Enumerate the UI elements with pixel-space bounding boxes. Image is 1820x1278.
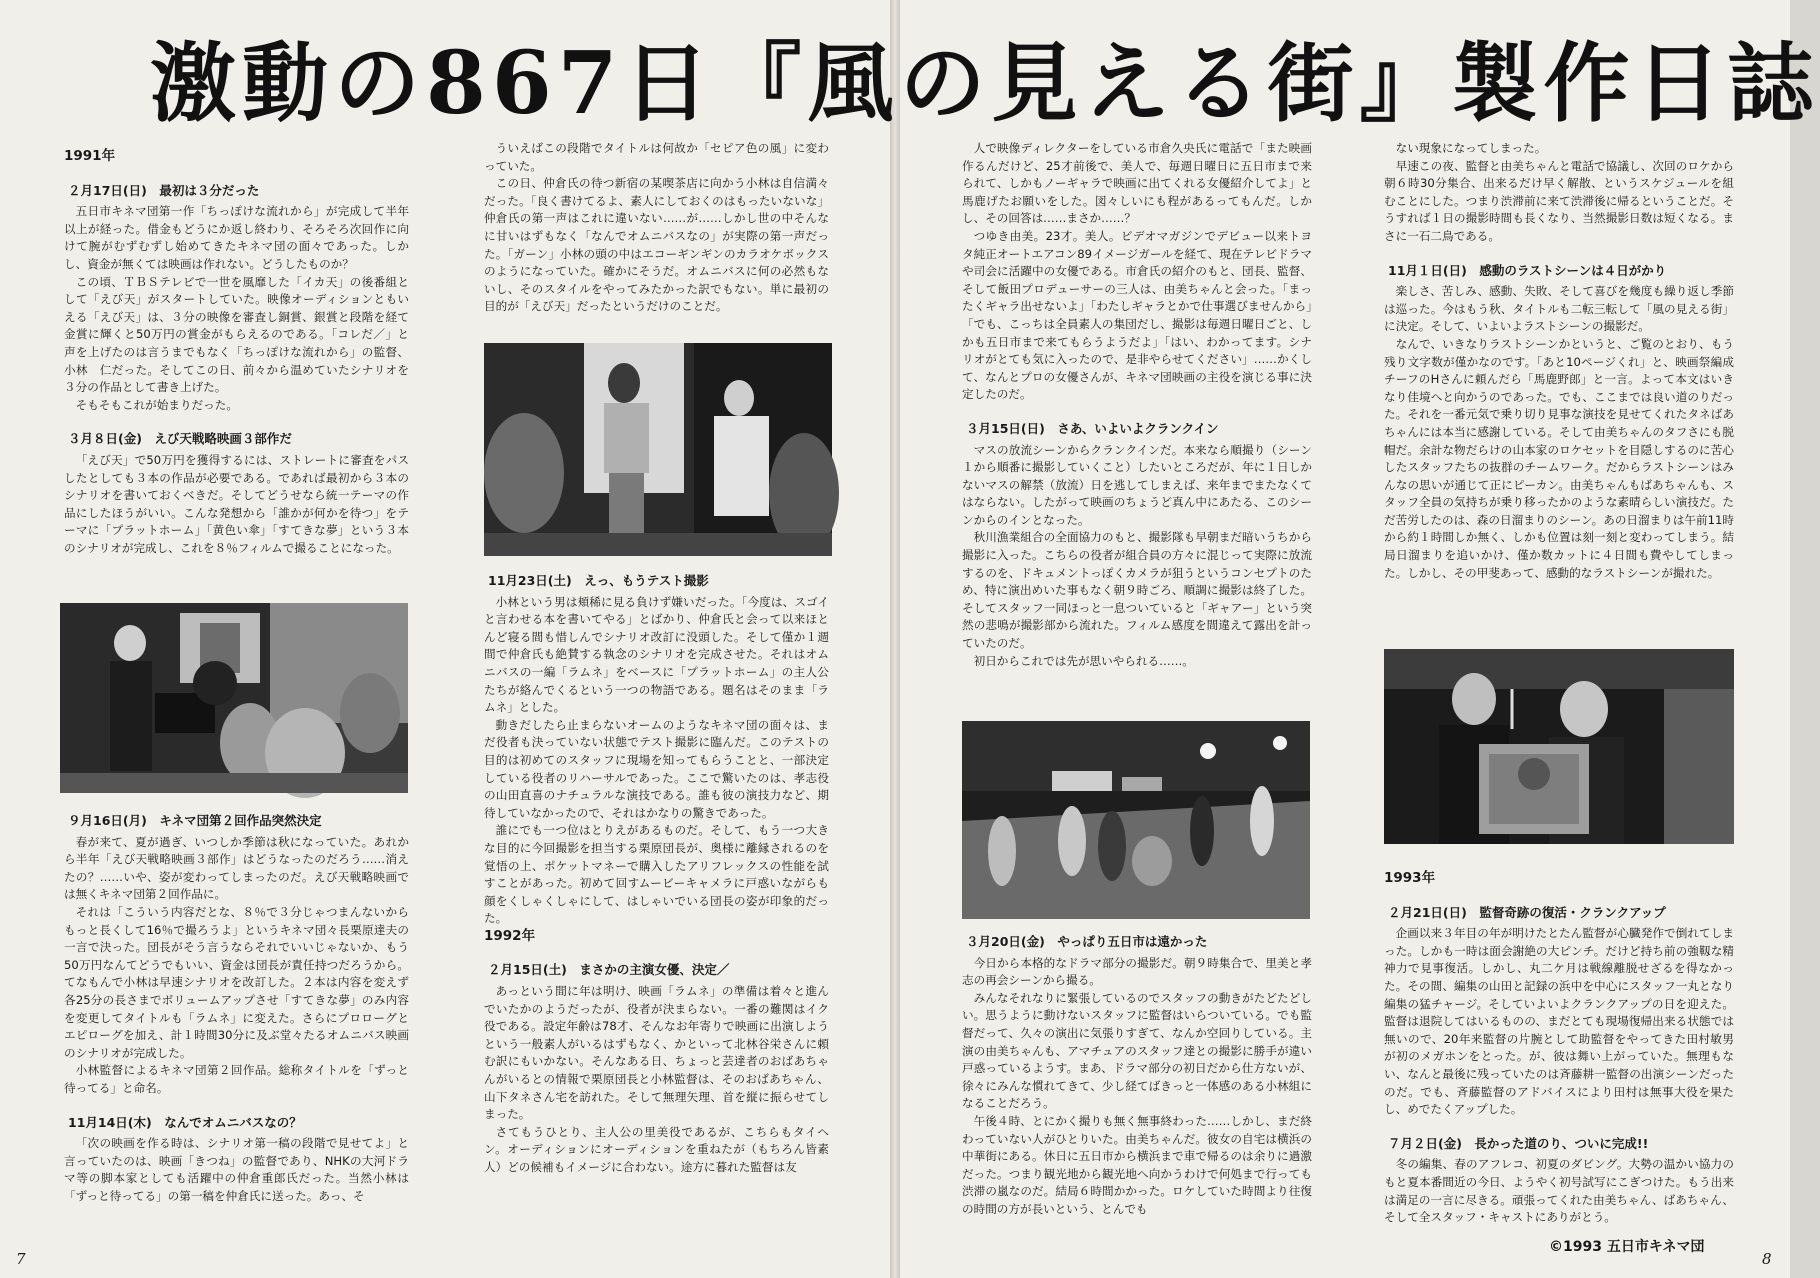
paragraph: 「えび天」で50万円を獲得するには、ストレートに審査をパスしたとしても３本の作品が必要である。であれば最初から３本のシナリオを書いておくべきだ。そしてどうせなら統一テーマの作品にしたほうがいい。こんな発想から「誰かが何かを待つ」をテーマに「プラットホーム」「黄色い傘」「すてきな夢」という３本のシナリオが完成し、これを８％フィルムで撮ることになった。 — [64, 452, 409, 555]
text-column-7 — [1384, 140, 1734, 638]
paragraph: マスの放流シーンからクランクインだ。本来なら順撮り（シーン１から順番に撮影していくこと）したいところだが、年に１日しかないマスの解禁（放流）日を逃してしまえば、来年までまたなくてはならない。したがって映画のちょうど真ん中にあたる、このシーンからのインとなった。 — [962, 442, 1312, 527]
entry-heading: ３月15日(日) さあ、いよいよクランクイン — [966, 420, 1219, 436]
paragraph: 五日市キネマ団第一作「ちっぽけな流れから」が完成して半年以上が経った。借金もどうにか返し終わり、そろそろ次回作に向けて腕がむずむずし始めてきたキネマ団の面々であった。しかし、資金が無くては映画は作れない。どうしたものか？ — [64, 204, 409, 271]
year-heading: 1993年 — [1384, 870, 1436, 886]
text-column-2 — [64, 812, 409, 1232]
paragraph: みんなそれなりに緊張しているのでスタッフの動きがたどたどしい。思うように動けないスタッフに監督はいらついている。でも監督だって、久々の演出に気張りすぎて、なんか空回りしている。主演の由美ちゃんも、アマチュアのスタッフ達との撮影に勝手が違い戸惑っているようす。まあ、ドラマ部分の初日だから仕方ないが、徐々にみんな慣れてきて、少し経てばきっと一体感のある小林組になることだろう。 — [962, 990, 1312, 1111]
photo-recording-session — [1384, 649, 1734, 844]
paragraph: 冬の編集、春のアフレコ、初夏のダビング。大勢の温かい協力のもと夏本番間近の今日、ようやく初号試写にこぎつけた。もう出来は満足の一言に尽きる。頑張ってくれた由美ちゃん、ばあちゃん、そして全スタッフ・キャストにありがとう。 — [1384, 1157, 1734, 1225]
page-number-left: 7 — [16, 1250, 26, 1268]
entry-heading: ９月16日(月) キネマ団第２回作品突然決定 — [68, 813, 322, 828]
entry-heading: ２月17日(日) 最初は３分だった — [68, 182, 260, 198]
entry-heading: ３月８日(金) えび天戦略映画３部作だ — [68, 431, 292, 447]
text-column-3 — [484, 140, 829, 332]
paragraph: 早速この夜、監督と由美ちゃんと電話で協議し、次回のロケから朝６時30分集合、出来るだけ早く解散、というスケジュールを組むことにした。つまり渋滞前に来て渋滞後に帰るということだ。そうすれば１日の撮影時間も長くなり、当然撮影日数は短くなる。まさに一石二鳥である。 — [1384, 158, 1734, 243]
paragraph: 午後４時、とにかく撮りも無く無事終わった……しかし、まだ終わっていない人がひとりいた。由美ちゃんだ。彼女の自宅は横浜の中華街にある。休日に五日市から横浜まで車で帰るのは余りに過激だった。つまり観光地から観光地へ向かうわけで何処まで行っても渋滞の嵐なのだ。結局６時間かかった。ロケしていた時間より往復の時間の方が長いという、とんでも — [962, 1113, 1312, 1216]
photo-night-shoot-hillside — [962, 721, 1310, 919]
page-number-right: 8 — [1762, 1250, 1772, 1268]
entry-heading: ２月15日(土) まさかの主演女優、決定／ — [488, 962, 730, 978]
entry-heading: ７月２日(金) 長かった道のり、ついに完成!! — [1388, 1135, 1649, 1151]
year-heading: 1991年 — [64, 148, 116, 164]
paragraph: 「次の映画を作る時は、シナリオ第一稿の段階で見せてよ」と言っていたのは、映画「きつね」の監督であり、NHKの大河ドラマ等の脚本家としても活躍中の仲倉重郎氏だった。当然小林は「ずっと待ってる」の第一稿を仲倉氏に送った。あっ、そ — [64, 1136, 409, 1203]
paragraph: この頃、ＴＢＳテレビで一世を風靡した「イカ天」の後番組として「えび天」がスタートしていた。映像オーディションともいえる「えび天」は、３分の映像を審査し銅賞、銀賞と段階を経て金賞に輝くと50万円の賞金がもらえるのである。「コレだ／」と声を上げたのは言うまでもなく「ちっぽけな流れから」の監督、小林 仁だった。そしてこの日、前々から温めていたシナリオを３分の作品として書き上げた。 — [64, 274, 409, 395]
paragraph: 人で映像ディレクターをしている市倉久央氏に電話で「また映画作るんだけど、25才前後で、美人で、毎週日曜日に五日市まで来られて、しかもノーギャラで映画に出てくれる女優紹介してよ」と馬鹿げたお願いをした。図々しいにも程があるってもんだ。しかし、その回答は……まさか……？ — [962, 141, 1312, 226]
paragraph: この日、仲倉氏の待つ新宿の某喫茶店に向かう小林は自信満々だった。「良く書けてるよ、素人にしておくのはもったいないな」仲倉氏の第一声はこれに違いない……が……しかし世の中そんなに甘いはずもなく「なんでオムニバスなの」が実際の第一声だった。「ガーン」小林の頭の中はエコーギンギンのカラオケボックスのようになっていた。確かにそうだ。オムニバスに何の必然もないし、そのスタイルをやってみたかった訳でもない。単に最初の目的が「えび天」だったというだけのことだ。 — [484, 176, 829, 314]
paragraph: 楽しさ、苦しみ、感動、失敗、そして喜びを幾度も繰り返し季節は巡った。今はもう秋、タイトルも二転三転して「風の見える街」に決定。そして、いよいよラストシーンの撮影だ。 — [1384, 284, 1734, 334]
copyright-notice: ©1993 五日市キネマ団 — [1549, 1239, 1705, 1255]
paragraph: ういえばこの段階でタイトルは何故か「セピア色の風」に変わっていた。 — [484, 141, 829, 173]
paragraph: 動きだしたら止まらないオームのようなキネマ団の面々は、まだ役者も決っていない状態でテスト撮影に臨んだ。このテストの目的は初めてのスタッフに現場を知ってもらうことと、一部決定している役者のリハーサルであった。ここで驚いたのは、孝志役の山田直喜のナチュラルな演技である。誰も彼の演技力など、期待していなかったので、それはかなりの驚きであった。 — [484, 717, 829, 820]
text-column-1 — [64, 148, 409, 586]
paragraph: 企画以来３年目の年が明けたとたん監督が心臓発作で倒れてしまった。しかも一時は面会謝絶の大ピンチ。だけど持ち前の強靱な精神力で見事復活。しかし、丸二ケ月は戦線離脱せざるを得なかった。その間、編集の山田と記録の浜中を中心にスタッフ一丸となり編集の猛チャージ。そしていよいよクランクアップの日を迎えた。監督は退院してはいるものの、まだとても現場復帰出来る状態では無いので、20年来監督の片腕として助監督をやってきた田村敏男が初のメガホンをとった。が、彼は舞い上がっていた。無理もない、なんと最後に残っていたのは斉藤耕一監督の出演シーンだったのだ。でも、斉藤監督のアドバイスにより田村は無事大役を果たし、めでたくアップした。 — [1384, 926, 1734, 1117]
page-gutter — [890, 0, 900, 1278]
paragraph: 誰にでも一つ位はとりえがあるものだ。そして、もう一つ大きな目的に今回撮影を担当する栗原団長が、奥様に離縁されるのを覚悟の上、ポケットマネーで購入したアリフレックスの性能を試すことがあった。初めて回すムービーキャメラに戸惑いながらも顔をくしゃくしゃにして、はしゃいでいる団長の姿が印象的だった。 — [484, 823, 829, 926]
text-column-4 — [484, 572, 829, 1232]
paragraph: 初日からこれでは先が思いやられる……。 — [973, 653, 1194, 668]
text-column-8 — [1384, 870, 1734, 1225]
entry-heading: ２月21日(日) 監督奇跡の復活・クランクアップ — [1388, 904, 1666, 920]
paragraph: 春が来て、夏が過ぎ、いつしか季節は秋になっていた。あれから半年「えび天戦略映画３部作」はどうなったのだろう……消えたの？……いや、姿が変わってしまったのだ。えび天戦略映画では無くキネマ団第２回作品に。 — [64, 834, 409, 902]
entry-heading: 11月23日(土) えっ、もうテスト撮影 — [488, 573, 709, 588]
photo-film-crew-indoor — [60, 603, 408, 793]
text-column-6 — [962, 933, 1312, 1233]
paragraph: 小林という男は頬稀に見る負けず嫌いだった。「今度は、スゴイと言わせる本を書いてやる」とばかり、仲倉氏と会って以来ほとんど寝る間も惜しんでシナリオ改訂に没頭した。そして僅か１週間で仲倉氏も絶賛する執念のシナリオを完成させた。それはオムニバスの一編「ラムネ」をベースに「プラットホーム」の主人公たちが絡んでくるという一つの物語である。題名はそのまま「ラムネ」とした。 — [484, 594, 829, 715]
photo-director-and-actress — [484, 343, 832, 556]
entry-heading: ３月20日(金) やっぱり五日市は遠かった — [966, 934, 1208, 949]
paragraph: つゆき由美。23才。美人。ビデオマガジンでデビュー以来トヨタ純正オートエアコン89イメージガールを経て、現在テレビドラマや司会に活躍中の女優である。市倉氏の紹介のもと、団長、監督、そして飯田プロデューサーの三人は、由美ちゃんと会った。「まったくギャラ出せないよ」「わたしギャラとかで仕事選びませんから」「でも、こっちは全員素人の集団だし、撮影は毎週日曜日ごと、しかも五日市まで来てもらうようだよ」「はい、わかってます。シナリオがとても気に入ったので、是非やらせてください」……かくして、なんとプロの女優さんが、キネマ団映画の主役を演じる事に決定したのだ。 — [962, 228, 1312, 402]
paragraph: それは「こういう内容だとな、８％で３分じゃつまんないからもっと長くして16％で撮ろうよ」というキネマ団々長栗原達夫の一言で決った。団長がそう言うならそれでいいじゃないか、もう50万円なんてどうでもいい、資金は団長が責任持つだろうから。てなもんで小林は早速シナリオを改訂した。２本は内容を変えず各25分の長さまでボリュームアップさせ「すてきな夢」のみ内容を変更してタイトルも「ラムネ」に変えた。さらにプロローグとエピローグを加え、計１時間30分に及ぶ堂々たるオムニバス映画のシナリオが完成した。 — [64, 904, 409, 1060]
paragraph: 小林監督によるキネマ団第２回作品。総称タイトルを「ずっと待ってる」と命名。 — [64, 1063, 409, 1095]
paragraph: あっという間に年は明け、映画「ラムネ」の準備は着々と進んでいたかのようだったが、役者が決まらない。一番の難関はイク役である。設定年齢は78才、そんなお年寄りで映画に出演しようという一般素人がいるはずもなく、かといって北林谷栄さんに頼む訳にもいかない。そんなある日、ちょっと芸達者のおばあちゃんがいるとの情報で栗原団長と小林監督は、そのおばあちゃん、山下タネさん宅を訪れた。そして無理矢理、首を縦に振らせてしまった。 — [484, 984, 829, 1122]
paragraph: さてもうひとり、主人公の里美役であるが、こちらもタイヘン。オーディションにオーディションを重ねたが（もちろん皆素人）どの候補もイメージに合わない。途方に暮れた監督は友 — [484, 1124, 829, 1174]
text-column-5 — [962, 140, 1312, 705]
paragraph: ない現象になってしまった。 — [1395, 141, 1547, 155]
entry-heading: 11月１日(日) 感動のラストシーンは４日がかり — [1388, 262, 1667, 278]
paragraph: 今日から本格的なドラマ部分の撮影だ。朝９時集合で、里美と孝志の再会シーンから撮る。 — [962, 955, 1312, 988]
paragraph: なんで、いきなりラストシーンかというと、ご覧のとおり、もう残り文字数が僅かなのです。「あと10ページくれ」と、映画祭編成チーフのHさんに頼んだら「馬鹿野郎」と一言。よって本文はいきなり佳境へと向かうのであった。でも、ここまでは良い道のりだった。それを一番元気で乗り切り見事な演技を見せてくれたタネばあちゃんには本当に感謝している。そして由美ちゃんのタフさにも脱帽だ。余計な物だらけの山本家のロケセットを目隠しするのに苦心したスタッフたちの抜群のチームワーク。だからラストシーンはみんなの思いが通じて正にピーカン。由美ちゃんもばあちゃんも、スタッフ全員の気持ちが乗り移ったかのような素晴らしい演技だ。ただ苦労したのは、森の日溜まりのシーン。あの日溜まりは午前11時から約１時間しか無く、しかも位置は刻一刻と変わってしまう。結局日溜まりを追いかけ、僅か数カットに４日間も費やしてしまった。しかし、その甲斐あって、感動的なラストシーンが撮れた。 — [1384, 336, 1734, 580]
year-heading: 1992年 — [484, 927, 536, 944]
paragraph: 秋川漁業組合の全面協力のもと、撮影隊も早朝まだ暗いうちから撮影に入った。こちらの役者が組合員の方々に混じって実際に放流するのを、ドキュメントっぽくカメラが狙うというコンセプトのため、特に演出めいた事もなく朝９時ごろ、順調に撮影は終了した。そしてスタッフ一同ほっと一息ついていると「ギャアー」という突然の悲鳴が撮影部から流れた。フィルム感度を間違えて露出を計っていたのだ。 — [962, 530, 1312, 651]
entry-heading: 11月14日(木) なんでオムニバスなの？ — [68, 1114, 302, 1130]
paragraph: そもそもこれが始まりだった。 — [75, 397, 238, 412]
article-title: 激動の867日『風の見える街』製作日誌 — [150, 33, 1820, 134]
